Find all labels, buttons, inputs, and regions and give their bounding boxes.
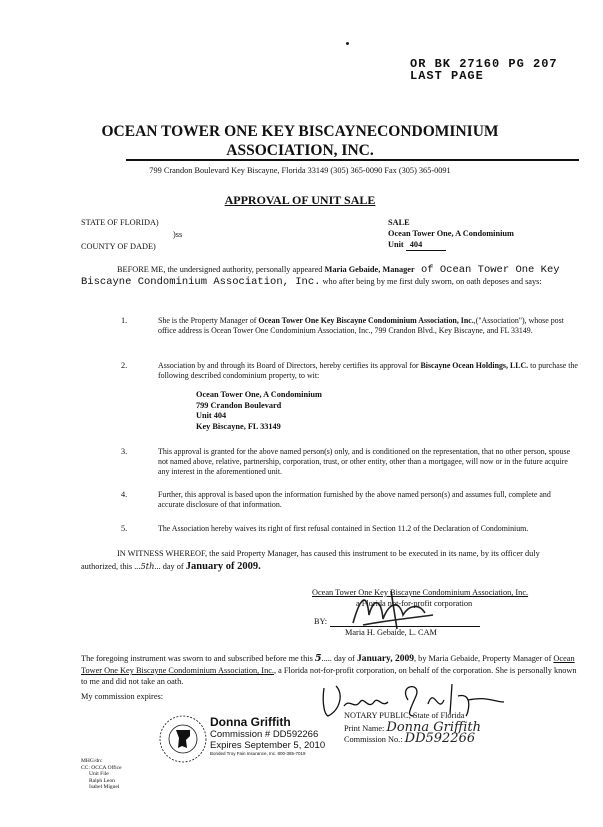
document-title: APPROVAL OF UNIT SALE [224, 193, 376, 207]
signature-by-label: BY: [314, 617, 328, 626]
print-name-row: Print Name: Donna Griffith [344, 720, 482, 735]
venue-state: STATE OF FLORIDA) [81, 218, 159, 227]
commission-number-row: Commission No.: DD592266 [344, 731, 476, 746]
speck-mark [346, 42, 349, 45]
signatory-name: Maria H. Gebaide, L. CAM [345, 628, 437, 637]
venue-ss: )ss [173, 230, 183, 239]
header-divider [126, 159, 579, 161]
item-3-text: This approval is granted for the above named person(s) only, and is conditioned on the representation, that no other person, spouse not named above, relative, partnership, corporation, trust, or other entity, other than a mortgagee, will now or in the future acquire any interest in the aforementioned unit. [158, 447, 571, 476]
sale-block [388, 217, 514, 251]
unit-label: Unit [388, 240, 404, 249]
record-stamp [410, 58, 558, 82]
witness-paragraph: IN WITNESS WHEREOF, the said Property Manager, has caused this instrument to be executed in its name, by its officer duly authorized, this ...5th... day of January of 2009. [81, 549, 540, 572]
notary-public-label: NOTARY PUBLIC, State of Florida [344, 711, 465, 720]
item-2-text: Association by and through its Board of Directors, hereby certifies its approval for Biscayne Ocean Holdings, LLC. to purchase the following described condominium property, to wit: [158, 361, 578, 380]
venue-county: COUNTY OF DADE) [81, 242, 156, 251]
notary-stamp-expires: Expires September 5, 2010 [210, 740, 326, 751]
item-4-text: Further, this approval is based upon the information furnished by the above named person(s) and assumes full, complete and accurate disclosure of that information. [158, 490, 551, 509]
jurat-paragraph: The foregoing instrument was sworn to and subscribed before me this 5..... day of January, 2009, by Maria Gebaide, Property Manager of Ocean Tower One Key Biscayne Condominium Association, Inc., a Florida not-for-profit corporation, on behalf of the corporation. She is personally known to me and did not take an oath. [81, 653, 577, 686]
notary-stamp-commission: Commission # DD592266 [210, 729, 319, 740]
commission-expires-label: My commission expires: [81, 692, 164, 701]
item-5-text: The Association hereby waives its right of first refusal contained in Section 11.2 of the Declaration of Condominium. [158, 524, 529, 533]
item-number: 5. [121, 524, 128, 533]
sale-property: Ocean Tower One, A Condominium [388, 229, 514, 238]
record-book-page: OR BK 27160 PG 207 [410, 57, 558, 71]
notary-seal-icon [158, 714, 208, 764]
manager-name: Maria Gebaide, Manager [324, 265, 415, 274]
notary-stamp-bond: Bonded Troy Fain Insurance, Inc. 800-385-7019 [210, 751, 306, 756]
item-number: 3. [121, 447, 128, 456]
signature-corporation-type: a Florida not-for-profit corporation [356, 599, 473, 608]
association-title: OCEAN TOWER ONE KEY BISCAYNECONDOMINIUM ASSOCIATION, INC. [101, 123, 499, 159]
record-last-page: LAST PAGE [410, 69, 484, 83]
handwritten-day: 5 [314, 653, 322, 664]
item-1-text: She is the Property Manager of Ocean Tower One Key Biscayne Condominium Association, Inc.,("Association"), whose post office address is Ocean Tower One Condominium Association, Inc., 799 Crandon Blvd., Key Biscayne, and FL 33149. [158, 316, 564, 335]
unit-value: 404 [406, 239, 446, 251]
signature-organization: Ocean Tower One Key Biscayne Condominium Association, Inc. [312, 588, 529, 597]
sale-label: SALE [388, 218, 410, 227]
item-number: 1. [121, 316, 128, 325]
handwritten-print-name: Donna Griffith [386, 720, 482, 735]
appearance-paragraph: BEFORE ME, the undersigned authority, personally appeared Maria Gebaide, Manager of Ocean Tower One Key Biscayne Condominium Association, Inc. who after being by me first duly sworn, on oath deposes and says: [81, 264, 560, 288]
signature-line [330, 626, 480, 627]
notary-stamp-name: Donna Griffith [210, 715, 291, 729]
typed-association: of Ocean Tower One Key Biscayne Condominium Association, Inc. [81, 264, 560, 288]
handwritten-day: 5th [140, 561, 155, 571]
distribution-footer: MHG/drc CC: OCCA Office Unit File Ralph Leon Isabel Miguel [81, 758, 122, 790]
item-number: 2. [121, 361, 128, 370]
handwritten-commission-number: DD592266 [404, 731, 476, 746]
association-address: 799 Crandon Boulevard Key Biscayne, Florida 33149 (305) 365-0090 Fax (305) 365-0091 [149, 166, 451, 175]
property-description: Ocean Tower One, A Condominium 799 Crandon Boulevard Unit 404 Key Biscayne, FL 33149 [196, 390, 322, 431]
item-number: 4. [121, 490, 128, 499]
